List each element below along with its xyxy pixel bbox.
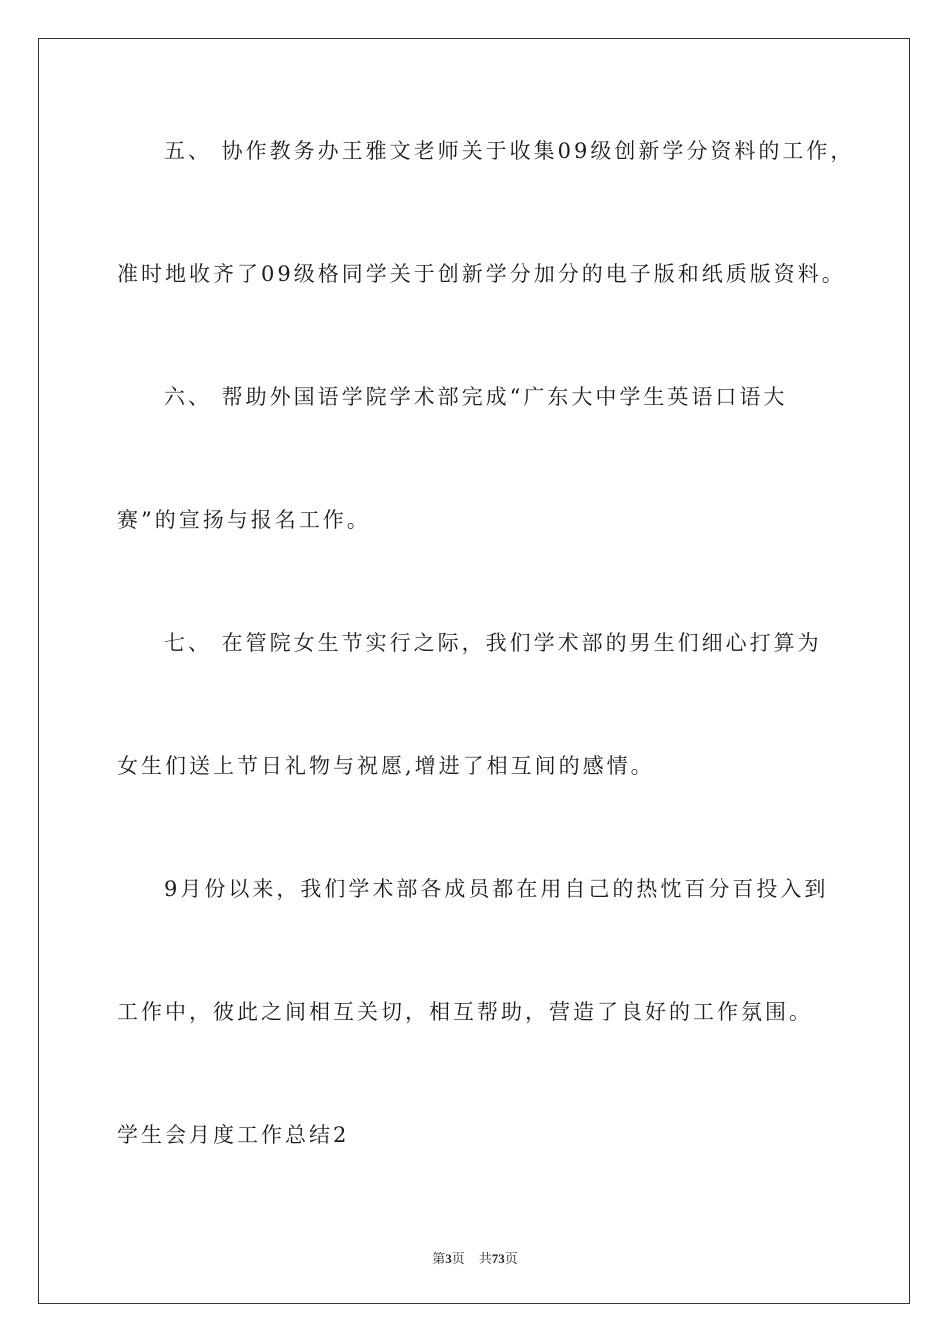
paragraph-line-3: 六、 帮助外国语学院学术部完成“广东大中学生英语口语大 (164, 385, 788, 409)
paragraph-line-8: 工作中，彼此之间相互关切，相互帮助，营造了良好的工作氛围。 (117, 1000, 813, 1024)
footer-total-pages: 73 (491, 1251, 505, 1266)
paragraph-line-1: 五、 协作教务办王雅文老师关于收集09级创新学分资料的工作， (164, 139, 855, 163)
paragraph-line-4: 赛”的宣扬与报名工作。 (117, 508, 371, 532)
paragraph-line-6: 女生们送上节日礼物与祝愿,增进了相互间的感情。 (117, 754, 655, 778)
footer-page-suffix: 页 (451, 1251, 465, 1266)
page-frame (38, 38, 910, 1304)
footer-total-prefix: 共 (478, 1251, 492, 1266)
page-footer (0, 1248, 950, 1267)
footer-page-prefix: 第 (432, 1251, 446, 1266)
paragraph-line-5: 七、 在管院女生节实行之际，我们学术部的男生们细心打算为 (164, 631, 822, 655)
footer-total-suffix: 页 (504, 1251, 518, 1266)
section-heading: 学生会月度工作总结2 (117, 1123, 350, 1147)
paragraph-line-2: 准时地收齐了09级格同学关于创新学分加分的电子版和纸质版资料。 (117, 262, 846, 286)
paragraph-line-7: 9月份以来，我们学术部各成员都在用自己的热忱百分百投入到 (164, 877, 829, 901)
footer-page-number: 3 (445, 1251, 452, 1266)
